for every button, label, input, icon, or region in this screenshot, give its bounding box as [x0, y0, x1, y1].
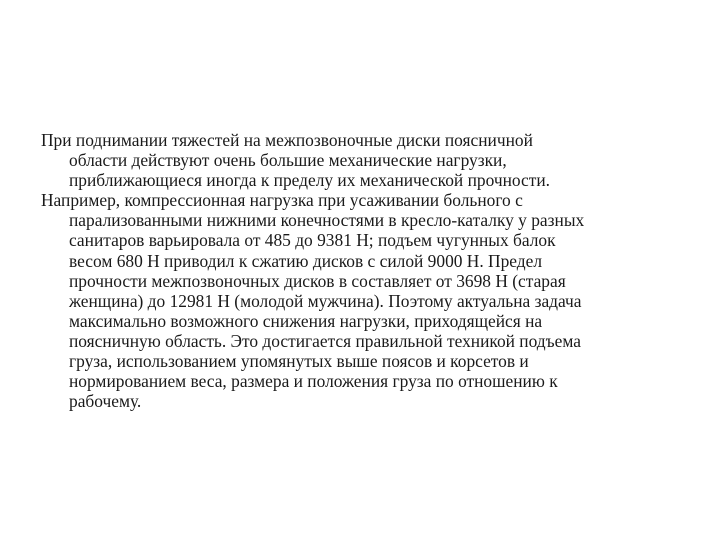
paragraph-line: прочности межпозвоночных дисков в составляет от 3698 Н (старая — [69, 270, 566, 291]
paragraph-line: нормированием веса, размера и положения груза по отношению к — [69, 371, 558, 392]
paragraph-line: парализованными нижними конечностями в кресло-каталку у разных — [69, 210, 585, 231]
paragraph-line: максимально возможного снижения нагрузки, приходящейся на — [69, 310, 543, 331]
paragraph-line: весом 680 Н приводил к сжатию дисков с силой 9000 Н. Предел — [69, 250, 543, 271]
paragraph-line: поясничную область. Это достигается правильной техникой подъема — [69, 330, 581, 351]
paragraph-line: женщина) до 12981 Н (молодой мужчина). Поэтому актуальна задача — [69, 290, 582, 311]
paragraph-line: санитаров варьировала от 485 до 9381 Н; подъем чугунных балок — [69, 230, 556, 251]
paragraph-compression-example — [41, 190, 681, 411]
paragraph-line: приближающиеся иногда к пределу их механической прочности. — [69, 170, 550, 191]
paragraph-line: При поднимании тяжестей на межпозвоночные диски поясничной — [41, 130, 533, 150]
paragraph-lifting-loads — [41, 130, 681, 190]
paragraph-line: Например, компрессионная нагрузка при усаживании больного с — [41, 190, 523, 211]
paragraph-line: области действуют очень большие механические нагрузки, — [69, 150, 507, 171]
paragraph-line: рабочему. — [69, 391, 142, 412]
slide-text-block — [41, 130, 681, 411]
paragraph-line: груза, использованием упомянутых выше поясов и корсетов и — [69, 351, 529, 372]
